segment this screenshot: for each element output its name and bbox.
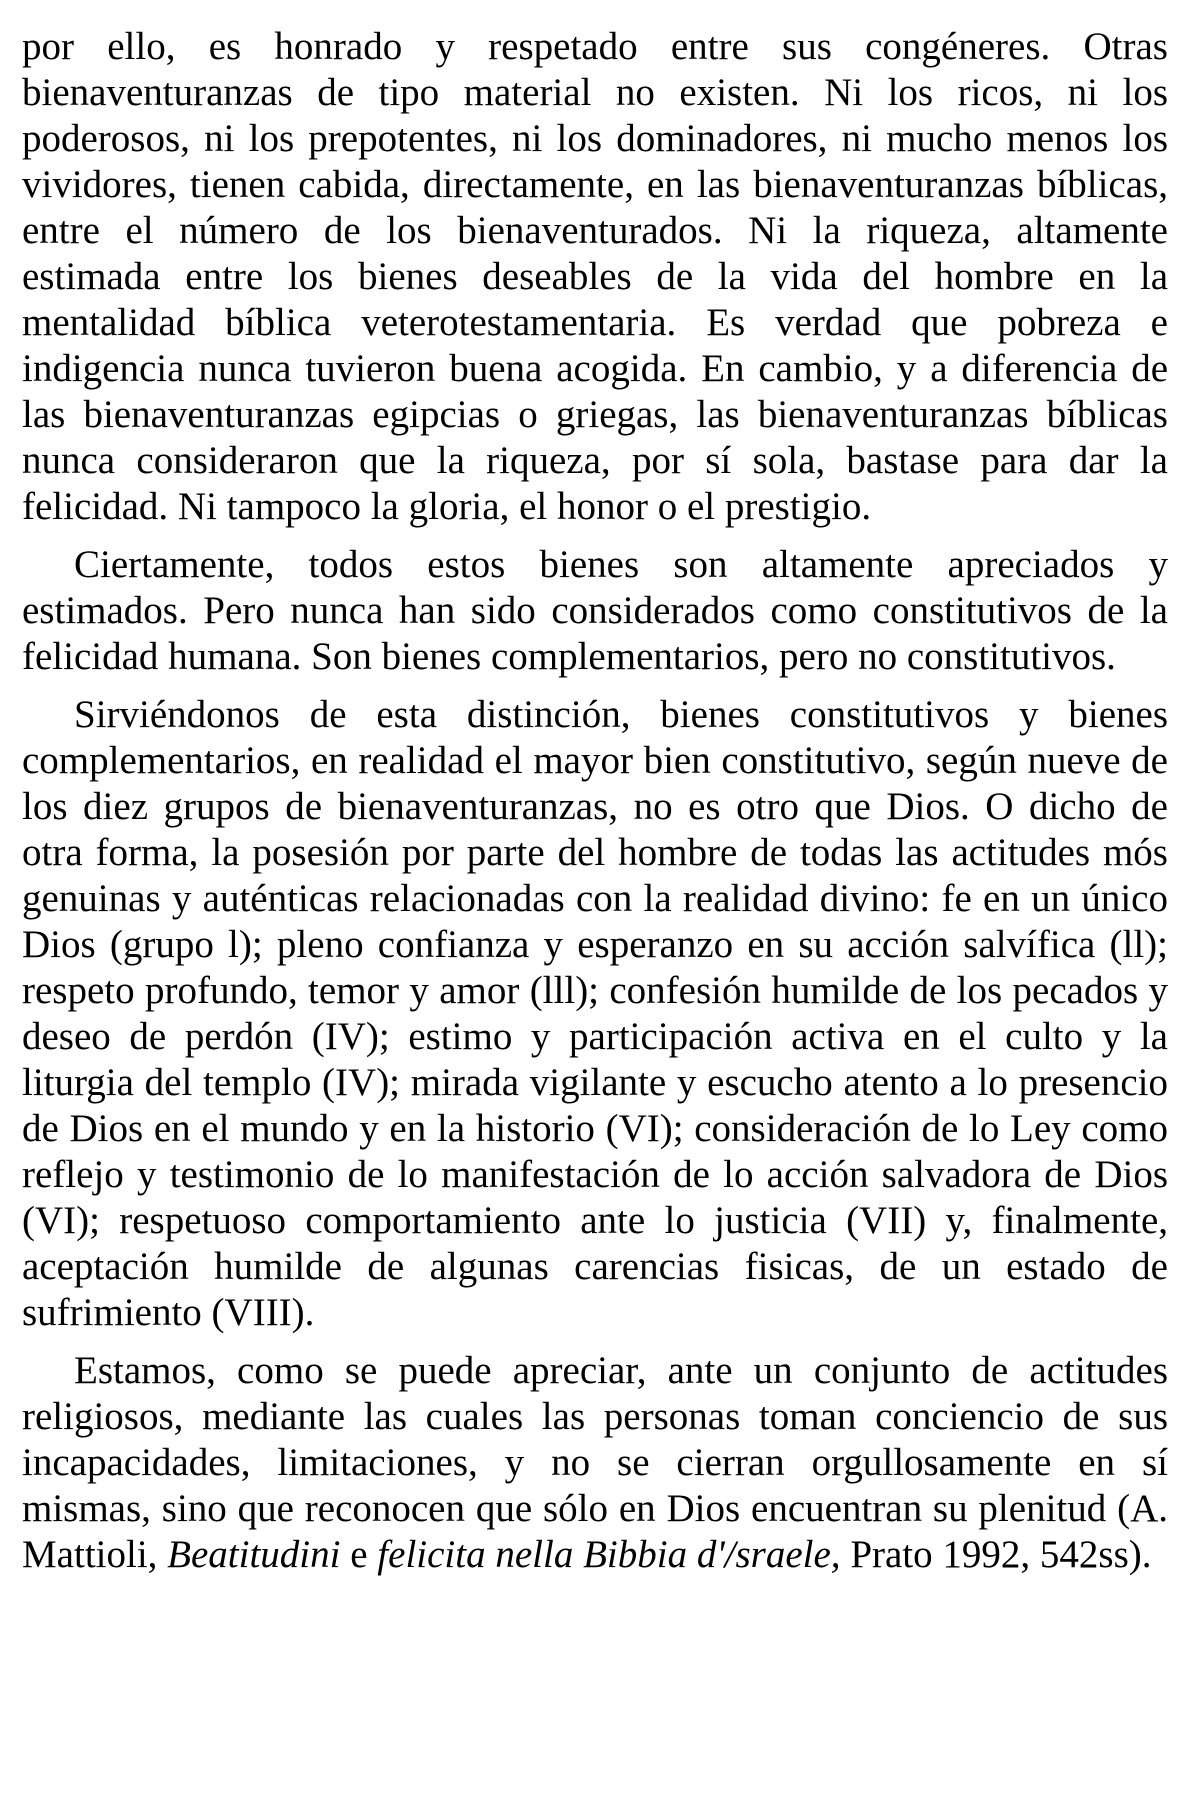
paragraph-3: Sirviéndonos de esta distinción, bienes constitutivos y bienes complementarios, en realidad el mayor bien constitutivo, según nueve de los diez grupos de bienaventuranzas, no es otro que Dios. O dicho de otra forma, la posesión por parte del hombre de todas las actitudes mós genuinas y auténticas relacionadas con la realidad divino: fe en un único Dios (grupo l); pleno confianza y esperanzo en su acción salvífica (ll); respeto profundo, temor y amor (lll); confesión humilde de los pecados y deseo de perdón (IV); estimo y participación activa en el culto y la liturgia del templo (IV); mirada vigilante y escucho atento a lo presencio de Dios en el mundo y en la historio (VI); consideración de lo Ley como reflejo y testimonio de lo manifestación de lo acción salvadora de Dios (VI); respetuoso comportamiento ante lo justicia (VII) y, finalmente, aceptación humilde de algunas carencias fisicas, de un estado de sufrimiento (VIII).	[22, 693, 1168, 1334]
paragraph-4	[22, 1348, 1168, 1578]
document-page	[22, 24, 1168, 1590]
paragraph-2: Ciertamente, todos estos bienes son altamente apreciados y estimados. Pero nunca han sido considerados como constitutivos de la felicidad humana. Son bienes complementarios, pero no constitutivos.	[22, 543, 1168, 678]
paragraph-4-text-before: Estamos, como se puede apreciar, ante un conjunto de actitudes religiosos, mediante las cuales las personas toman conciencio de sus incapacidades, limitaciones, y no se cierran orgullosamente en sí mismas, sino que reconocen que sólo en Dios encuentran su plenitud (A. Mattioli,	[22, 1349, 1168, 1576]
paragraph-1: por ello, es honrado y respetado entre sus congéneres. Otras bienaventuranzas de tipo material no existen. Ni los ricos, ni los poderosos, ni los prepotentes, ni los dominadores, ni mucho menos los vividores, tienen cabida, directamente, en las bienaventuranzas bíblicas, entre el número de los bienaventurados. Ni la riqueza, altamente estimada entre los bienes deseables de la vida del hombre en la mentalidad bíblica veterotestamentaria. Es verdad que pobreza e indigencia nunca tuvieron buena acogida. En cambio, y a diferencia de las bienaventuranzas egipcias o griegas, las bienaventuranzas bíblicas nunca consideraron que la riqueza, por sí sola, bastase para dar la felicidad. Ni tampoco la gloria, el honor o el prestigio.	[22, 25, 1168, 528]
paragraph-4-italic-title-2: felicita nella Bibbia d'/sraele,	[377, 1533, 841, 1576]
paragraph-4-text-after: Prato 1992, 542ss).	[840, 1533, 1152, 1576]
paragraph-4-italic-title-1: Beatitudini	[167, 1533, 341, 1576]
paragraph-4-text-mid: e	[340, 1533, 378, 1576]
